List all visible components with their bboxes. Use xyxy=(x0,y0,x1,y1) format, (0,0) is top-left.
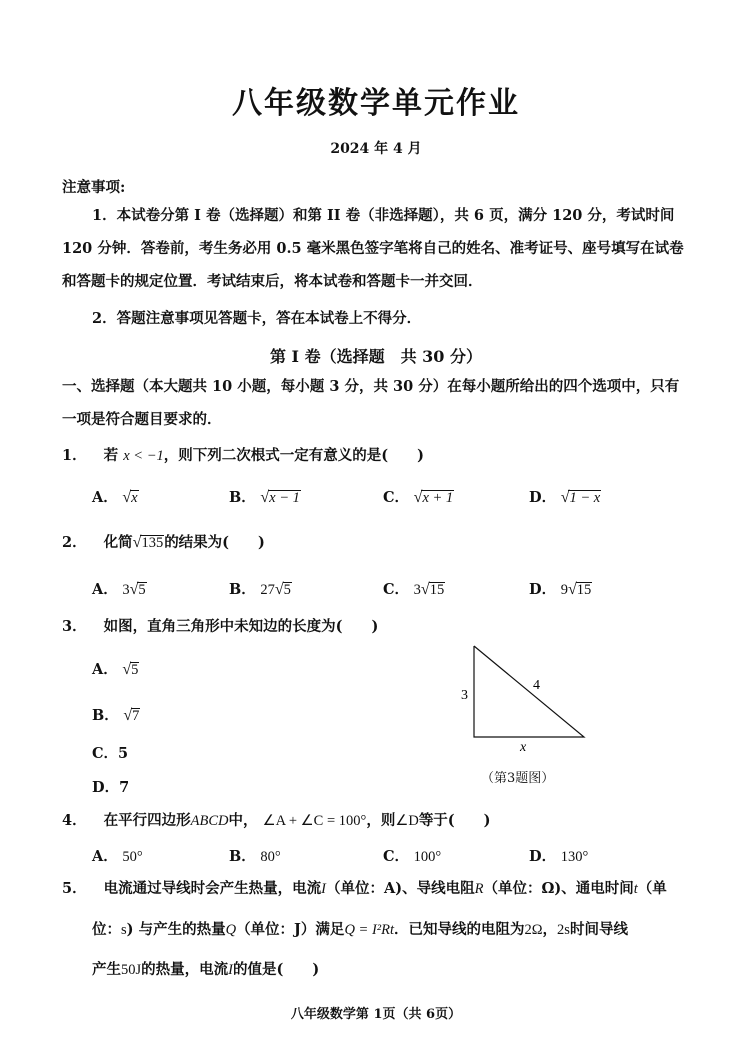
question-5-line-2: 位：s) 与产生的热量Q（单位：J）满足Q = I²Rt．已知导线的电阻为2Ω，2s时间导线 xyxy=(92,921,628,938)
side-label-base: x xyxy=(520,740,527,755)
q3-option-c: C．5 xyxy=(92,745,129,762)
question-1: 1． 若 x < −1，则下列二次根式一定有意义的是( ) xyxy=(62,447,424,464)
triangle-outline xyxy=(474,646,584,737)
question-5-line-1: 5． 电流通过导线时会产生热量，电流I（单位：A)、导线电阻R（单位：Ω)、通电时间t（单 xyxy=(62,880,667,897)
question-number: 5． xyxy=(62,880,87,897)
q4-option-b: B． 80° xyxy=(229,848,281,865)
q4-option-d: D． 130° xyxy=(529,848,589,865)
page-title: 八年级数学单元作业 xyxy=(232,86,520,121)
q1-option-a: A． √x xyxy=(92,489,138,506)
question-3: 3． 如图，直角三角形中未知边的长度为( ) xyxy=(62,618,379,635)
q1-option-b: B． √x − 1 xyxy=(229,489,300,506)
notice-item-1: 1．本试卷分第 I 卷（选择题）和第 II 卷（非选择题），共 6 页，满分 120 分，考试时间 120 分钟．答卷前，考生务必用 0.5 毫米黑色签字笔将自己的姓名、准考证号、座号填写在试卷和答题卡的规定位置．考试结束后，将本试卷和答题卡一并交回． xyxy=(62,207,684,290)
q1-option-c: C． √x + 1 xyxy=(383,489,454,506)
q2-option-c: C． 3√15 xyxy=(383,581,445,598)
exam-date: 2024 年 4 月 xyxy=(330,141,422,157)
q2-option-b: B． 27√5 xyxy=(229,581,291,598)
q3-option-b: B． √7 xyxy=(92,707,140,724)
q3-option-a: A． √5 xyxy=(92,661,139,678)
question-2: 2． 化简√135的结果为( ) xyxy=(62,534,265,551)
side-label-vertical: 3 xyxy=(461,688,468,703)
side-label-hypotenuse: 4 xyxy=(533,678,540,693)
figure-caption: （第3题图） xyxy=(481,771,555,786)
q3-option-d: D．7 xyxy=(92,779,130,796)
question-4: 4． 在平行四边形ABCD中， ∠A + ∠C = 100°，则∠D等于( ) xyxy=(62,812,491,829)
q1-option-d: D． √1 − x xyxy=(529,489,601,506)
q4-option-a: A． 50° xyxy=(92,848,143,865)
q4-option-c: C． 100° xyxy=(383,848,442,865)
question-number: 1． xyxy=(62,447,87,464)
q2-option-d: D． 9√15 xyxy=(529,581,592,598)
page-footer: 八年级数学第 1页（共 6页） xyxy=(290,1007,462,1022)
condition-math: x < −1 xyxy=(123,448,164,464)
question-5-line-3: 产生50J的热量，电流I的值是( ) xyxy=(92,961,320,978)
notice-item-2: 2．答题注意事项见答题卡，答在本试卷上不得分． xyxy=(92,310,422,327)
question-number: 4． xyxy=(62,812,87,829)
question-number: 2． xyxy=(62,534,87,551)
notice-heading: 注意事项: xyxy=(62,179,126,196)
q2-option-a: A． 3√5 xyxy=(92,581,146,598)
section-intro: 一、选择题（本大题共 10 小题，每小题 3 分，共 30 分）在每小题所给出的四个选项中，只有一项是符合题目要求的． xyxy=(62,378,680,428)
section-title: 第 I 卷（选择题 共 30 分） xyxy=(269,347,483,366)
question-number: 3． xyxy=(62,618,87,635)
